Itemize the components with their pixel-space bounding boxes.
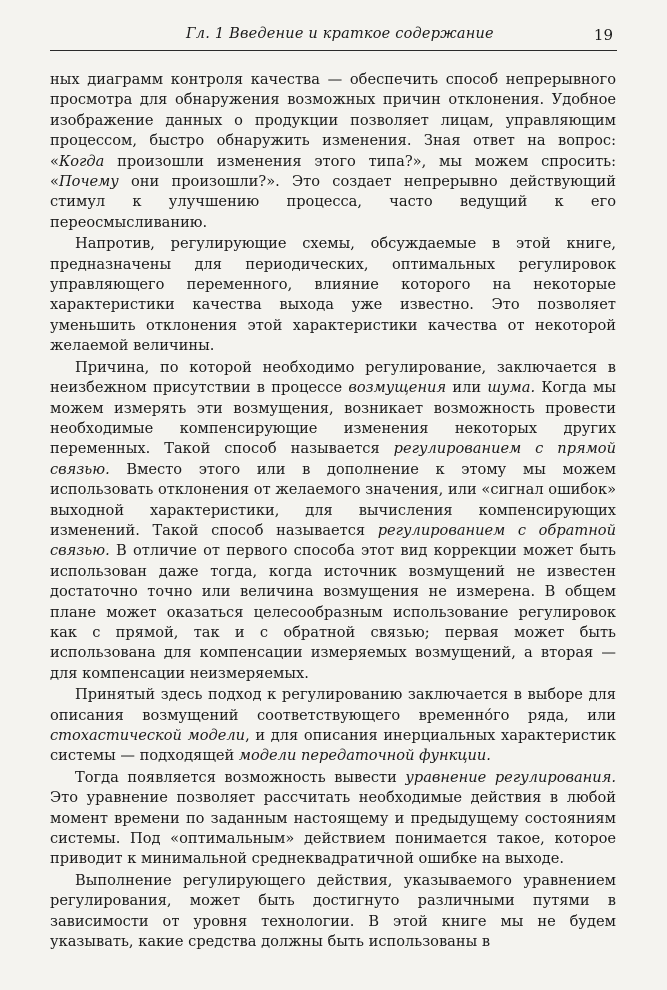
text-run: Это уравнение позволяет рассчитать необходимые действия в любой момент времени по заданным настоящему и предыдущему состояниям системы. Под «оптимальным» действием понимается такое, которое приводит к минимальной среднеквадратичной ошибке на выходе. [50, 789, 616, 868]
text-run: произошли изменения этого типа?», мы можем спросить: « [50, 152, 616, 191]
text-run: , и для описания инерциальных характеристик системы — подходящей [50, 727, 616, 765]
header-rule [50, 50, 617, 51]
italic-term: Почему [58, 173, 119, 191]
italic-term: шума. [487, 379, 536, 397]
paragraph [50, 234, 616, 356]
text-run: Причина, по которой необходимо регулирование, заключается в неизбежном присутствии в процессе [50, 358, 616, 397]
italic-term: модели передаточной функции. [238, 747, 491, 765]
paragraph [50, 768, 616, 870]
text-run: Вместо этого или в дополнение к этому мы можем использовать отклонения от желаемого значения, или «сигнал ошибок» выходной характеристики, для вычисления компенсирующих изменений. Такой способ называется [50, 460, 616, 539]
paragraph [50, 685, 616, 767]
text-run: или [446, 379, 488, 397]
italic-term: стохастической модели [50, 727, 246, 744]
page-number: 19 [593, 26, 613, 44]
paragraph [50, 358, 616, 685]
text-run: Выполнение регулирующего действия, указываемого уравнением регулирования, может быть достигнуто различными путями в зависимости от уровня технологии. В этой книге мы не будем указывать, какие средства должны быть использованы в [50, 871, 616, 951]
paragraph [50, 70, 616, 233]
italic-term: регулированием с обратной связью. [50, 521, 616, 560]
italic-term: Когда [58, 152, 105, 170]
text-run: Тогда появляется возможность вывести [75, 768, 406, 786]
paragraph [50, 871, 616, 953]
italic-term: регулированием с прямой связью. [50, 440, 616, 478]
italic-term: уравнение регулирования. [405, 768, 616, 786]
text-run: В отличие от первого способа этот вид коррекции может быть использован даже тогда, когда источник возмущений не известен достаточно точно или величина возмущения не измерена. В общем плане может оказаться целесообразным использование регулировок как с прямой, так и с обратной связью; первая может быть использована для компенсации измеряемых возмущений, а вторая — для компенсации неизмеряемых. [50, 542, 616, 682]
running-head: Гл. 1 Введение и краткое содержание [186, 26, 494, 42]
text-run: ных диаграмм контроля качества — обеспечить способ непрерывного просмотра для обнаружения возможных причин отклонения. Удобное изображение данных о продукции позволяет лицам, управляющим процессом, быстро обнаружить изменения. Зная ответ на вопрос: « [50, 71, 616, 170]
text-run: Когда мы можем измерять эти возмущения, возникает возможность провести необходимые компенсирующие изменения некоторых других переменных. Такой способ называется [50, 379, 616, 458]
italic-term: возмущения [348, 379, 447, 397]
text-run: Напротив, регулирующие схемы, обсуждаемые в этой книге, предназначены для периодических, оптимальных регулировок управляющего переменного, влияние которого на некоторые характеристики качества выхода уже известно. Это позволяет уменьшить отклонения этой характеристики качества от некоторой желаемой величины. [50, 235, 616, 355]
text-run: они произошли?». Это создает непрерывно действующий стимул к улучшению процесса, часто ведущий к его переосмысливанию. [50, 173, 616, 231]
text-run: Принятый здесь подход к регулированию заключается в выборе для описания возмущений соответствующего временно́го ряда, или [50, 686, 616, 724]
body-text [50, 70, 616, 953]
